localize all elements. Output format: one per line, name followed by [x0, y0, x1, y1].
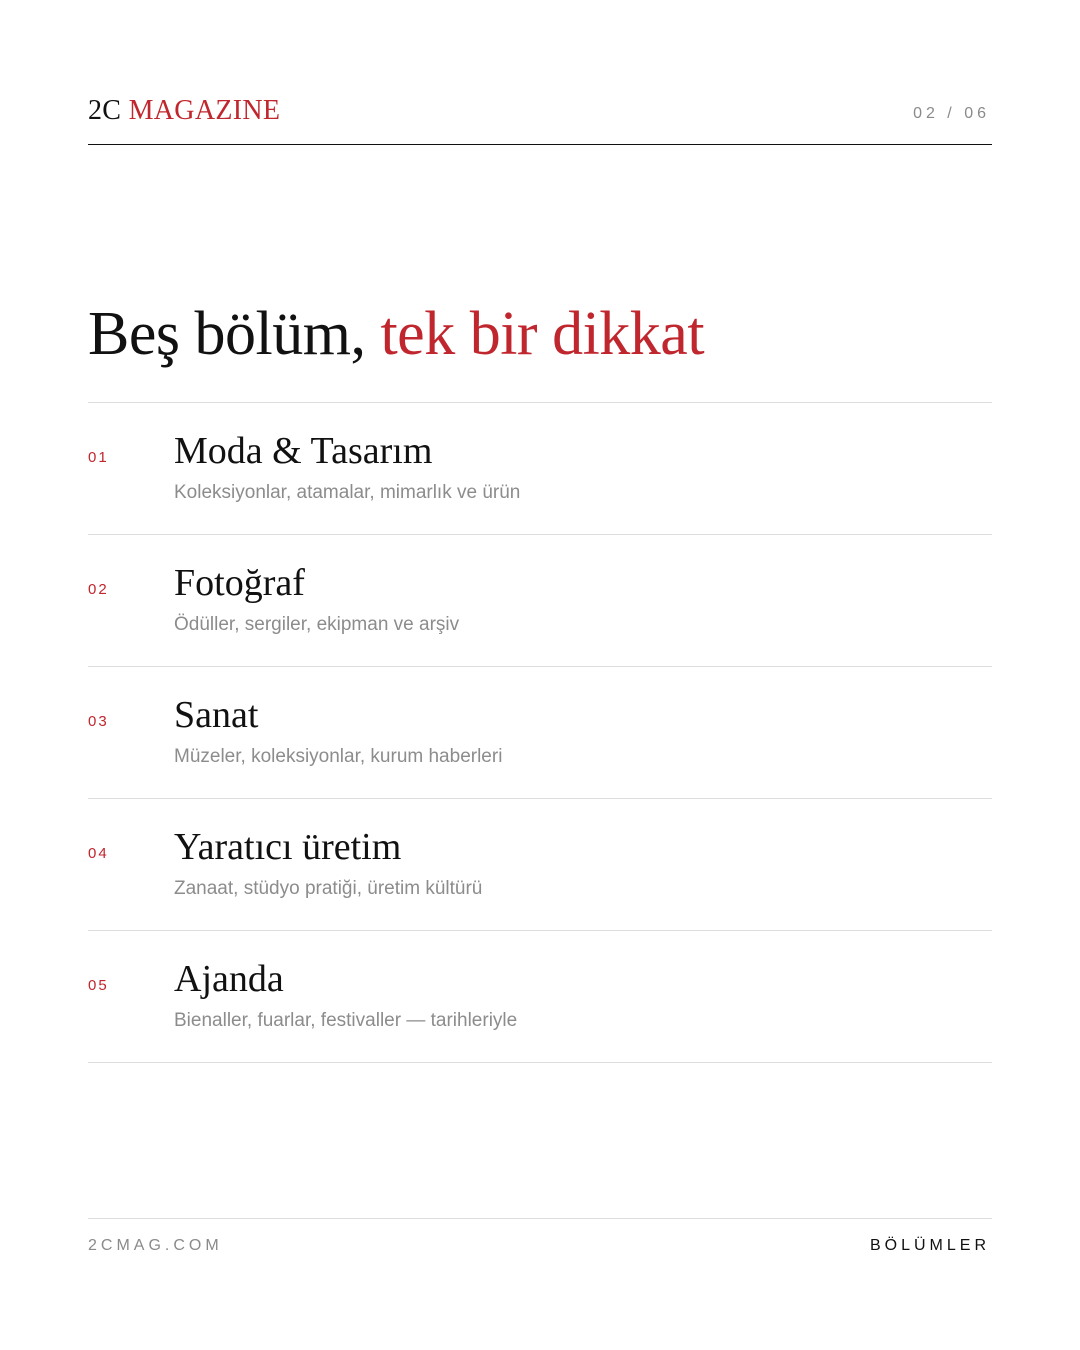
section-title: Yaratıcı üretim: [174, 826, 402, 868]
magazine-page: [88, 0, 992, 1350]
section-number: 01: [88, 449, 109, 466]
section-item-sanat[interactable]: [88, 667, 992, 799]
headline-text: Beş bölüm,: [88, 300, 366, 368]
section-description: Müzeler, koleksiyonlar, kurum haberleri: [174, 746, 503, 767]
section-description: Bienaller, fuarlar, festivaller — tarihleriyle: [174, 1010, 518, 1031]
section-number: 05: [88, 977, 109, 994]
section-number: 02: [88, 581, 109, 598]
section-item-moda-tasarim[interactable]: [88, 403, 992, 535]
brand-name: MAGAZINE: [128, 95, 281, 126]
page-footer: [88, 1218, 992, 1259]
section-description: Ödüller, sergiler, ekipman ve arşiv: [174, 614, 460, 635]
section-title: Sanat: [174, 694, 259, 736]
section-list: [88, 402, 992, 1063]
footer-section-label: BÖLÜMLER: [869, 1237, 990, 1254]
section-description: Koleksiyonlar, atamalar, mimarlık ve ürün: [174, 482, 521, 503]
headline-accent: tek bir dikkat: [380, 300, 705, 368]
page-headline: [88, 298, 704, 370]
section-title: Fotoğraf: [174, 562, 305, 604]
section-item-fotograf[interactable]: [88, 535, 992, 667]
page-counter: 02 / 06: [913, 105, 990, 122]
section-title: Moda & Tasarım: [174, 430, 433, 472]
footer-site-link[interactable]: 2CMAG.COM: [88, 1237, 223, 1254]
section-number: 03: [88, 713, 109, 730]
section-item-yaratici-uretim[interactable]: [88, 799, 992, 931]
brand-prefix: 2C: [88, 95, 122, 126]
brand-logo[interactable]: [88, 96, 280, 126]
section-number: 04: [88, 845, 109, 862]
section-description: Zanaat, stüdyo pratiği, üretim kültürü: [174, 878, 483, 899]
masthead: [88, 88, 992, 145]
section-item-ajanda[interactable]: [88, 931, 992, 1063]
section-title: Ajanda: [174, 958, 284, 1000]
